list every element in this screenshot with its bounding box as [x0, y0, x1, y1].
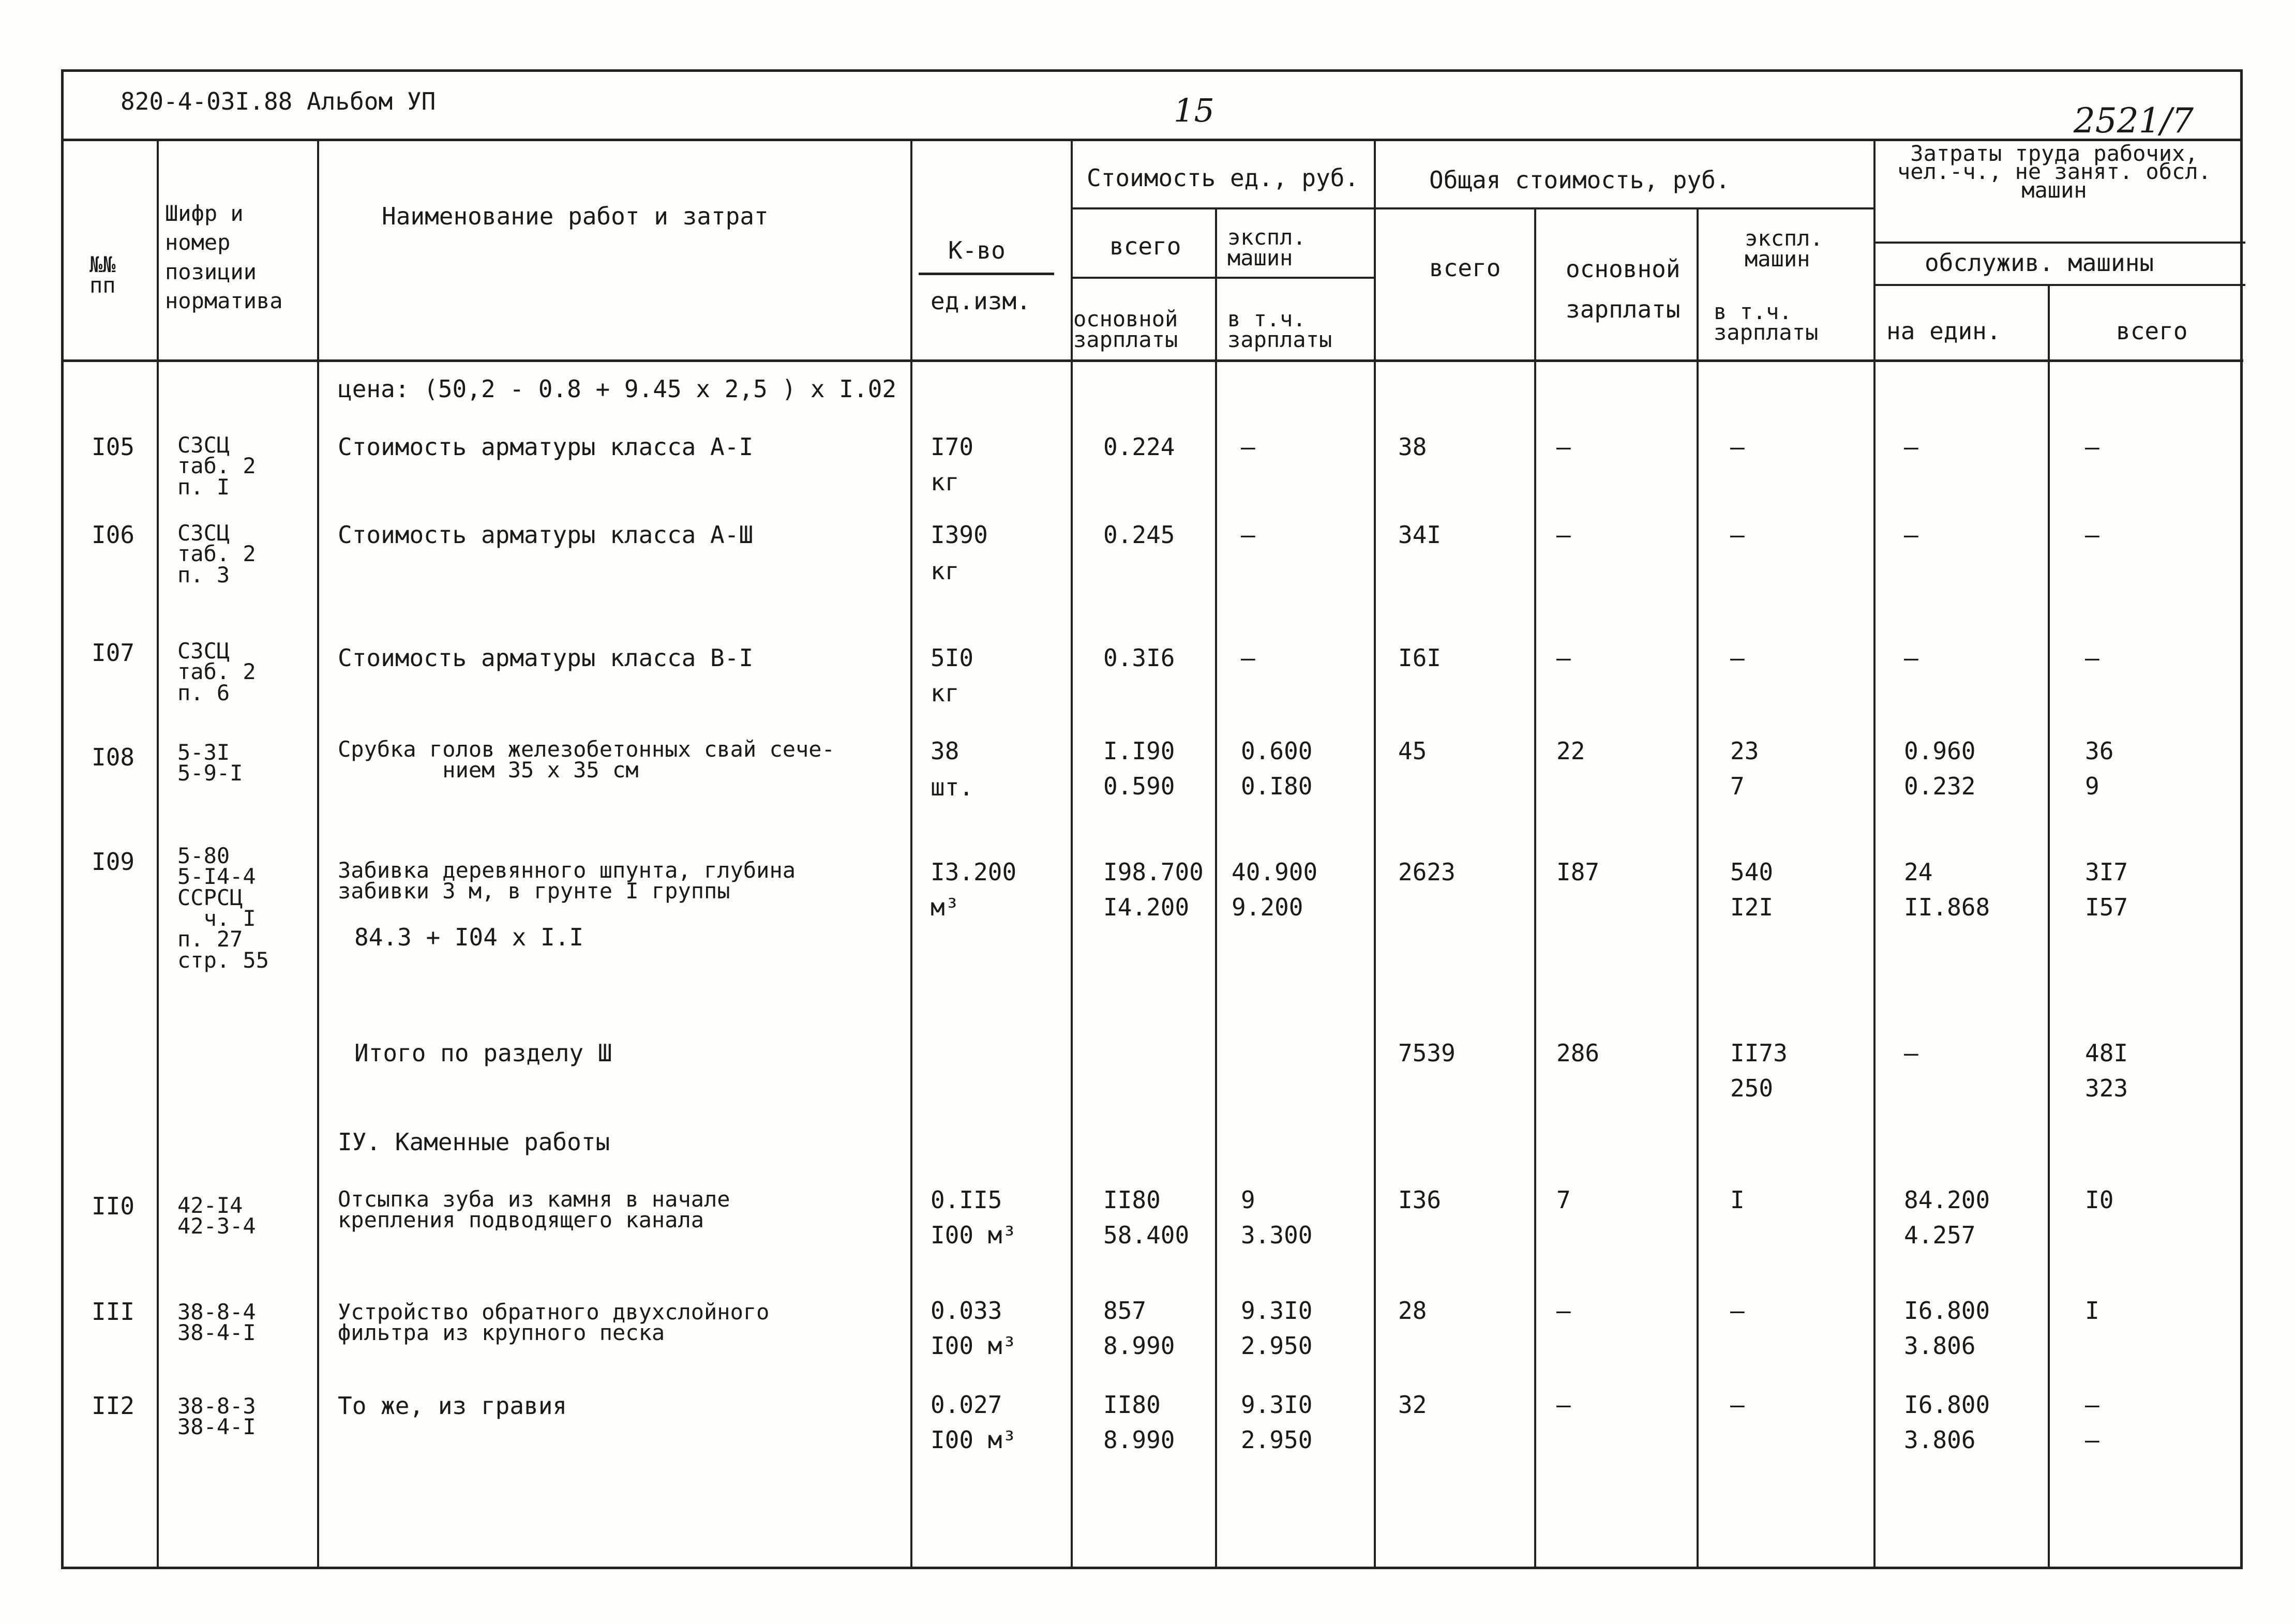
row-name: То же, из гравия	[338, 1392, 567, 1420]
row-num: I06	[92, 521, 135, 549]
row-name: Устройство обратного двухслойного фильтра из крупного песка	[338, 1299, 770, 1346]
col-unit-wages-header: основной зарплаты	[1073, 306, 1178, 353]
row-labor-unit: I6.800	[1904, 1297, 1990, 1325]
row-code: СЗСЦ таб. 2 п. 3	[177, 520, 256, 588]
row-num: I08	[92, 743, 135, 771]
row-labor-unit-2: 4.257	[1904, 1221, 1976, 1249]
row-total-machines: –	[1730, 1297, 1745, 1325]
row-labor-unit: 24	[1904, 858, 1933, 886]
row-unit-wages: 8.990	[1103, 1332, 1175, 1360]
row-unit-incl-wages: 3.300	[1241, 1221, 1313, 1249]
row-name: Срубка голов железобетонных свай сече- нием 35 х 35 см	[338, 736, 835, 783]
row-unit: кг	[931, 679, 959, 707]
document-code: 2521/7	[2073, 101, 2194, 141]
row-total-wages: –	[1556, 521, 1571, 549]
col-unit-incl-wages-header: в т.ч. зарплаты	[1227, 306, 1332, 353]
row-total-all: I6I	[1398, 644, 1442, 672]
row-total-machines: 540	[1730, 858, 1774, 886]
row-qty: I70	[931, 433, 974, 461]
row-unit-total: II80	[1103, 1186, 1161, 1214]
row-labor-total-2: 9	[2085, 772, 2099, 800]
row-labor-total: I	[2085, 1297, 2099, 1325]
header-line	[1071, 277, 1374, 279]
row-labor-unit-2: 3.806	[1904, 1332, 1976, 1360]
row-total-machines: I	[1730, 1186, 1745, 1214]
estimate-sheet	[61, 69, 2243, 1569]
row-total-all: 38	[1398, 433, 1427, 461]
col-num-header: №№ пп	[89, 252, 116, 298]
row-total-all: 45	[1398, 737, 1427, 765]
row-total-machines: 23	[1730, 737, 1759, 765]
col-code-header: Шифр и номер позиции норматива	[165, 201, 283, 313]
col-unit-total-header: всего	[1109, 232, 1181, 260]
row-unit-total: 857	[1103, 1297, 1147, 1325]
price-formula: цена: (50,2 - 0.8 + 9.45 х 2,5 ) х I.02	[338, 375, 897, 403]
subtotal-label: Итого по разделу Ш	[354, 1039, 612, 1067]
row-labor-unit: 0.960	[1904, 737, 1976, 765]
row-num: I05	[92, 433, 135, 461]
row-total-incl-wages: I2I	[1730, 893, 1774, 921]
row-code: СЗСЦ таб. 2 п. 6	[177, 638, 256, 705]
row-total-wages: –	[1556, 1391, 1571, 1419]
col-line	[157, 141, 159, 1569]
row-unit-total: II80	[1103, 1391, 1161, 1419]
row-unit-machines: –	[1241, 644, 1255, 672]
col-total-wages-header-2: зарплаты	[1566, 295, 1681, 323]
row-code: 38-8-3 38-4-I	[177, 1393, 256, 1440]
row-code: 38-8-4 38-4-I	[177, 1299, 256, 1346]
col-line	[1534, 207, 1536, 1569]
row-total-all: 28	[1398, 1297, 1427, 1325]
row-unit: I00 м³	[931, 1221, 1017, 1249]
row-unit: шт.	[931, 773, 974, 801]
row-unit-incl-wages: 0.I80	[1241, 772, 1313, 800]
row-unit-total: 0.224	[1103, 433, 1175, 461]
row-name: Забивка деревянного шпунта, глубина забивки 3 м, в грунте I группы	[338, 858, 796, 904]
row-code: 5-3I 5-9-I	[177, 740, 243, 786]
row-unit-incl-wages: 2.950	[1241, 1332, 1313, 1360]
qty-divider	[919, 273, 1054, 275]
row-unit: м³	[931, 893, 959, 921]
row-unit: I00 м³	[931, 1332, 1017, 1360]
header-line	[1873, 242, 2245, 244]
row-total-wages: –	[1556, 433, 1571, 461]
col-unit-header: ед.изм.	[931, 287, 1031, 315]
row-unit-wages: 8.990	[1103, 1426, 1175, 1454]
col-labor-service-header: обслужив. машины	[1925, 249, 2154, 277]
row-unit-total: I.I90	[1103, 737, 1175, 765]
col-labor-header: Затраты труда рабочих, чел.-ч., не занят. обсл. машин	[1897, 141, 2211, 203]
row-labor-total: –	[2085, 644, 2099, 672]
page-number: 15	[1174, 92, 1214, 129]
row-total-machines: –	[1730, 521, 1745, 549]
row-total-wages: –	[1556, 1297, 1571, 1325]
row-labor-total: –	[2085, 433, 2099, 461]
row-unit-machines: 40.900	[1232, 858, 1318, 886]
row-total-all: 32	[1398, 1391, 1427, 1419]
row-name: Стоимость арматуры класса А-Ш	[338, 521, 754, 549]
header-line	[1873, 284, 2245, 286]
row-code: 5-80 5-I4-4 ССРСЦ ч. I п. 27 стр. 55	[177, 843, 269, 973]
row-labor-total-2: I57	[2085, 893, 2128, 921]
title-bar	[64, 72, 2240, 141]
row-total-machines: –	[1730, 1391, 1745, 1419]
row-labor-total: –	[2085, 1391, 2099, 1419]
row-unit-wages: I4.200	[1103, 893, 1190, 921]
row-labor-total: 3I7	[2085, 858, 2128, 886]
row-total-all: I36	[1398, 1186, 1442, 1214]
row-unit-machines: 9.3I0	[1241, 1391, 1313, 1419]
subtotal-total-machines: II73	[1730, 1039, 1788, 1067]
row-labor-unit: –	[1904, 644, 1918, 672]
row-labor-unit-2: II.868	[1904, 893, 1990, 921]
col-total-wages-header: основной	[1566, 255, 1681, 283]
row-labor-unit-2: 3.806	[1904, 1426, 1976, 1454]
row-unit-machines: –	[1241, 521, 1255, 549]
row-total-machines: –	[1730, 644, 1745, 672]
col-line	[1697, 207, 1699, 1569]
row-num: III	[92, 1298, 135, 1326]
row-unit: кг	[931, 468, 959, 496]
row-unit-wages: 58.400	[1103, 1221, 1190, 1249]
col-unit-machines-header: экспл. машин	[1227, 224, 1306, 271]
col-labor-total-header: всего	[2116, 317, 2188, 345]
row-unit-wages: 0.590	[1103, 772, 1175, 800]
row-unit-incl-wages: 2.950	[1241, 1426, 1313, 1454]
col-total-cost-header: Общая стоимость, руб.	[1429, 166, 1730, 194]
row-labor-total: 36	[2085, 737, 2114, 765]
row-qty: 5I0	[931, 644, 974, 672]
row-qty: 38	[931, 737, 959, 765]
row-total-all: 2623	[1398, 858, 1456, 886]
row-name: Стоимость арматуры класса В-I	[338, 644, 754, 672]
row-formula: 84.3 + I04 х I.I	[354, 923, 584, 951]
subtotal-labor-unit: –	[1904, 1039, 1918, 1067]
section-heading: IУ. Каменные работы	[338, 1128, 610, 1156]
col-total-all-header: всего	[1429, 254, 1501, 282]
row-unit: I00 м³	[931, 1426, 1017, 1454]
row-total-wages: –	[1556, 644, 1571, 672]
row-unit-machines: 0.600	[1241, 737, 1313, 765]
row-qty: I390	[931, 521, 988, 549]
row-unit-machines: 9.3I0	[1241, 1297, 1313, 1325]
col-line	[1071, 141, 1073, 1569]
col-total-machines-header: экспл. машин	[1745, 225, 1823, 272]
row-total-wages: I87	[1556, 858, 1600, 886]
subtotal-total-wages: 286	[1556, 1039, 1600, 1067]
row-total-all: 34I	[1398, 521, 1442, 549]
row-unit-machines: 9	[1241, 1186, 1255, 1214]
col-qty-header: К-во	[948, 236, 1006, 264]
row-labor-unit: –	[1904, 521, 1918, 549]
row-total-wages: 7	[1556, 1186, 1571, 1214]
row-qty: I3.200	[931, 858, 1017, 886]
row-labor-unit: 84.200	[1904, 1186, 1990, 1214]
row-labor-total-2: –	[2085, 1426, 2099, 1454]
row-name: Отсыпка зуба из камня в начале крепления подводящего канала	[338, 1186, 730, 1233]
col-line	[910, 141, 912, 1569]
row-num: I09	[92, 848, 135, 876]
subtotal-total-incl-wages: 250	[1730, 1074, 1774, 1102]
row-labor-unit: I6.800	[1904, 1391, 1990, 1419]
col-name-header: Наименование работ и затрат	[382, 202, 769, 230]
subtotal-labor-total: 48I	[2085, 1039, 2128, 1067]
row-qty: 0.II5	[931, 1186, 1002, 1214]
album-title: 820-4-03I.88 Альбом УП	[121, 87, 436, 115]
subtotal-total-all: 7539	[1398, 1039, 1456, 1067]
row-total-incl-wages: 7	[1730, 772, 1745, 800]
row-num: I07	[92, 639, 135, 667]
row-unit: кг	[931, 557, 959, 585]
row-unit-machines: –	[1241, 433, 1255, 461]
row-total-machines: –	[1730, 433, 1745, 461]
row-unit-total: 0.3I6	[1103, 644, 1175, 672]
row-num: II0	[92, 1192, 135, 1220]
subtotal-labor-total-2: 323	[2085, 1074, 2128, 1102]
col-total-incl-wages-header: в т.ч. зарплаты	[1714, 299, 1819, 345]
row-unit-total: I98.700	[1103, 858, 1204, 886]
header-line	[1071, 207, 1873, 209]
row-total-wages: 22	[1556, 737, 1585, 765]
row-labor-unit: –	[1904, 433, 1918, 461]
header-bottom-line	[64, 359, 2243, 362]
row-qty: 0.027	[931, 1391, 1002, 1419]
row-code: 42-I4 42-3-4	[177, 1193, 256, 1239]
col-line	[317, 141, 319, 1569]
col-line	[1215, 207, 1217, 1569]
col-line	[2048, 286, 2050, 1569]
row-unit-incl-wages: 9.200	[1232, 893, 1303, 921]
col-line	[1374, 141, 1376, 1569]
row-unit-total: 0.245	[1103, 521, 1175, 549]
row-labor-total: I0	[2085, 1186, 2114, 1214]
col-line	[1873, 141, 1876, 1569]
row-code: СЗСЦ таб. 2 п. I	[177, 432, 256, 500]
col-labor-unit-header: на един.	[1886, 317, 2001, 345]
row-labor-unit-2: 0.232	[1904, 772, 1976, 800]
row-name: Стоимость арматуры класса А-I	[338, 433, 754, 461]
col-unit-cost-header: Стоимость ед., руб.	[1087, 164, 1359, 192]
row-num: II2	[92, 1392, 135, 1420]
row-labor-total: –	[2085, 521, 2099, 549]
row-qty: 0.033	[931, 1297, 1002, 1325]
